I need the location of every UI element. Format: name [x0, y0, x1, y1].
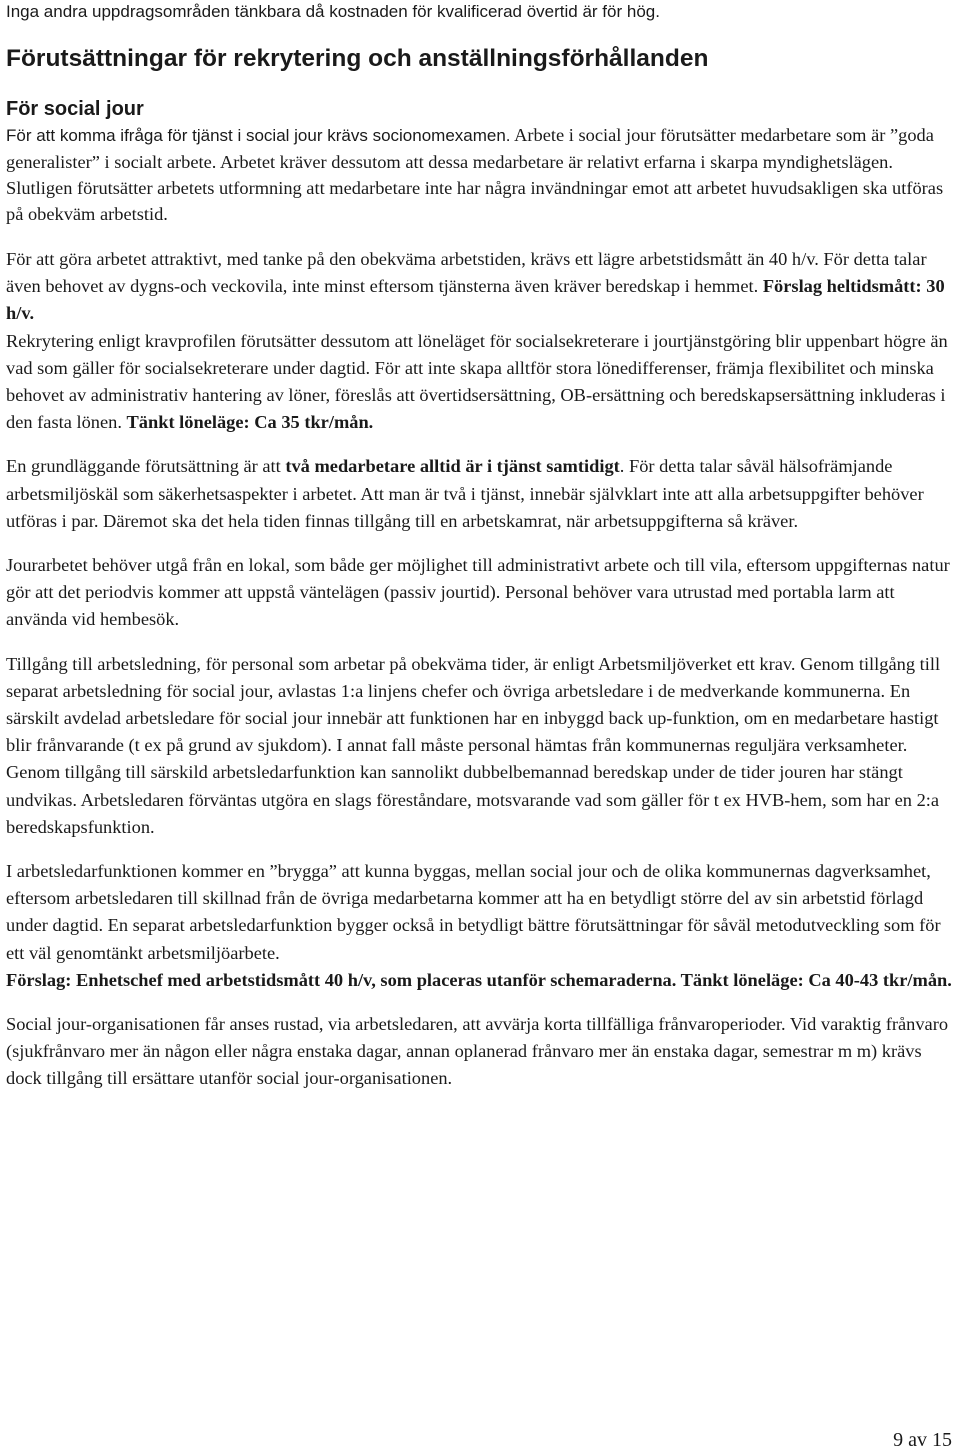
paragraph-two-staff: [6, 453, 954, 535]
proposal-unit-manager: Förslag: Enhetschef med arbetstidsmått 40 h/v, som placeras utanför schemaraderna. Tänkt löneläge: Ca 40-43 tkr/mån.: [6, 969, 952, 990]
section-title: Förutsättningar för rekrytering och anställningsförhållanden: [6, 45, 709, 72]
paragraph-requirements: [6, 122, 954, 227]
proposal-fulltime-measure: Förslag heltidsmått: 30 h/v.: [6, 276, 945, 324]
paragraph-requirements-first-sentence: För att komma ifråga för tjänst i social jour krävs socionomexamen.: [6, 126, 511, 145]
paragraph-requirements-rest: Arbete i social jour förutsätter medarbetare som är ”goda generalister” i socialt arbete. Arbetet kräver dessutom att dessa medarbetare är relativt erfarna i skarpa myndighetslägen. Slutligen förutsätter arbetets utformning att medarbetare inte har några invändningar emot att arbetet huvudsakligen ska utföras på obekväm arbetstid.: [6, 125, 944, 224]
paragraph-absence: Social jour-organisationen får anses rustad, via arbetsledaren, att avvärja korta tillfälliga frånvaroperioder. Vid varaktig frånvaro (sjukfrånvaro mer än någon eller några enstaka dagar, annan oplanerad frånvaro mer än enstaka dagar, semestrar m m) krävs dock tillgång till ersättare utanför social jour-organisationen.: [6, 1014, 949, 1089]
paragraph-salary: [6, 328, 954, 437]
document-page: [6, 0, 954, 1093]
proposal-salary-level: Tänkt löneläge: Ca 35 tkr/mån.: [126, 412, 374, 433]
intro-line: Inga andra uppdragsområden tänkbara då kostnaden för kvalificerad övertid är för hög.: [6, 2, 660, 21]
two-staff-emphasis: två medarbetare alltid är i tjänst samtidigt: [285, 456, 620, 477]
paragraph-working-hours: [6, 246, 954, 328]
paragraph-salary-text: Rekrytering enligt kravprofilen förutsätter dessutom att löneläget för socialsekreterare i jourtjänstgöring blir uppenbart högre än vad som gäller för socialsekreterare under dagtid. För att inte skapa alltför stora lönedifferenser, främja flexibilitet och minska behovet av administrativ hantering av löner, föreslås att övertidsersättning, OB-ersättning och beredskapsersättning inkluderas i den fasta lönen.: [6, 330, 948, 433]
paragraph-bridge-text: I arbetsledarfunktionen kommer en ”brygga” att kunna byggas, mellan social jour och de olika kommunernas dagverksamhet, eftersom arbetsledaren till skillnad från de övriga medarbetarna kommer att ha en betydligt större del av sin arbetstid förlagd under dagtid. En separat arbetsledarfunktion bygger också in betydligt bättre förutsättningar för såväl metodutveckling som för ett väl genomtänkt arbetsmiljöarbete.: [6, 861, 941, 963]
paragraph-two-staff-pre: En grundläggande förutsättning är att: [6, 456, 286, 477]
paragraph-working-hours-text: För att göra arbetet attraktivt, med tanke på den obekväma arbetstiden, krävs ett lägre arbetstidsmått än 40 h/v. För detta talar även behovet av dygns-och veckovila, inte minst eftersom tjänsterna även kräver beredskap i hemmet.: [6, 249, 927, 297]
subsection-title: För social jour: [6, 98, 144, 120]
paragraph-two-staff-post: . För detta talar såväl hälsofrämjande arbetsmiljöskäl som säkerhetsaspekter i arbetet. Att man är två i tjänst, innebär självklart inte att alla arbetsuppgifter behöver utföras i par. Däremot ska det hela tiden finnas tillgång till en arbetskamrat, när arbetsuppgifterna så kräver.: [6, 456, 924, 531]
paragraph-premises: Jourarbetet behöver utgå från en lokal, som både ger möjlighet till administrativt arbete och till vila, eftersom uppgifternas natur gör att det periodvis kommer att uppstå väntelägen (passiv jourtid). Personal behöver vara utrustad med portabla larm att använda vid hembesök.: [6, 555, 950, 630]
paragraph-bridge: [6, 858, 954, 994]
paragraph-supervision: Tillgång till arbetsledning, för personal som arbetar på obekväma tider, är enligt Arbetsmiljöverket ett krav. Genom tillgång till separat arbetsledning för social jour, avlastas 1:a linjens chefer och övriga arbetsledare i de medverkande kommunerna. En särskilt avdelad arbetsledare för social jour innebär att funktionen har en inbyggd back up-funktion, om en medarbetare hastigt blir frånvarande (t ex på grund av sjukdom). I annat fall måste personal hämtas från kommunernas reguljära verksamheter. Genom tillgång till särskild arbetsledarfunktion kan sannolikt dubbelbemannad beredskap under de tider jouren har stängt undvikas. Arbetsledaren förväntas utgöra en slags föreståndare, motsvarande vad som gäller för t ex HVB-hem, som har en 2:a beredskapsfunktion.: [6, 653, 941, 837]
page-number: 9 av 15: [893, 1429, 952, 1451]
